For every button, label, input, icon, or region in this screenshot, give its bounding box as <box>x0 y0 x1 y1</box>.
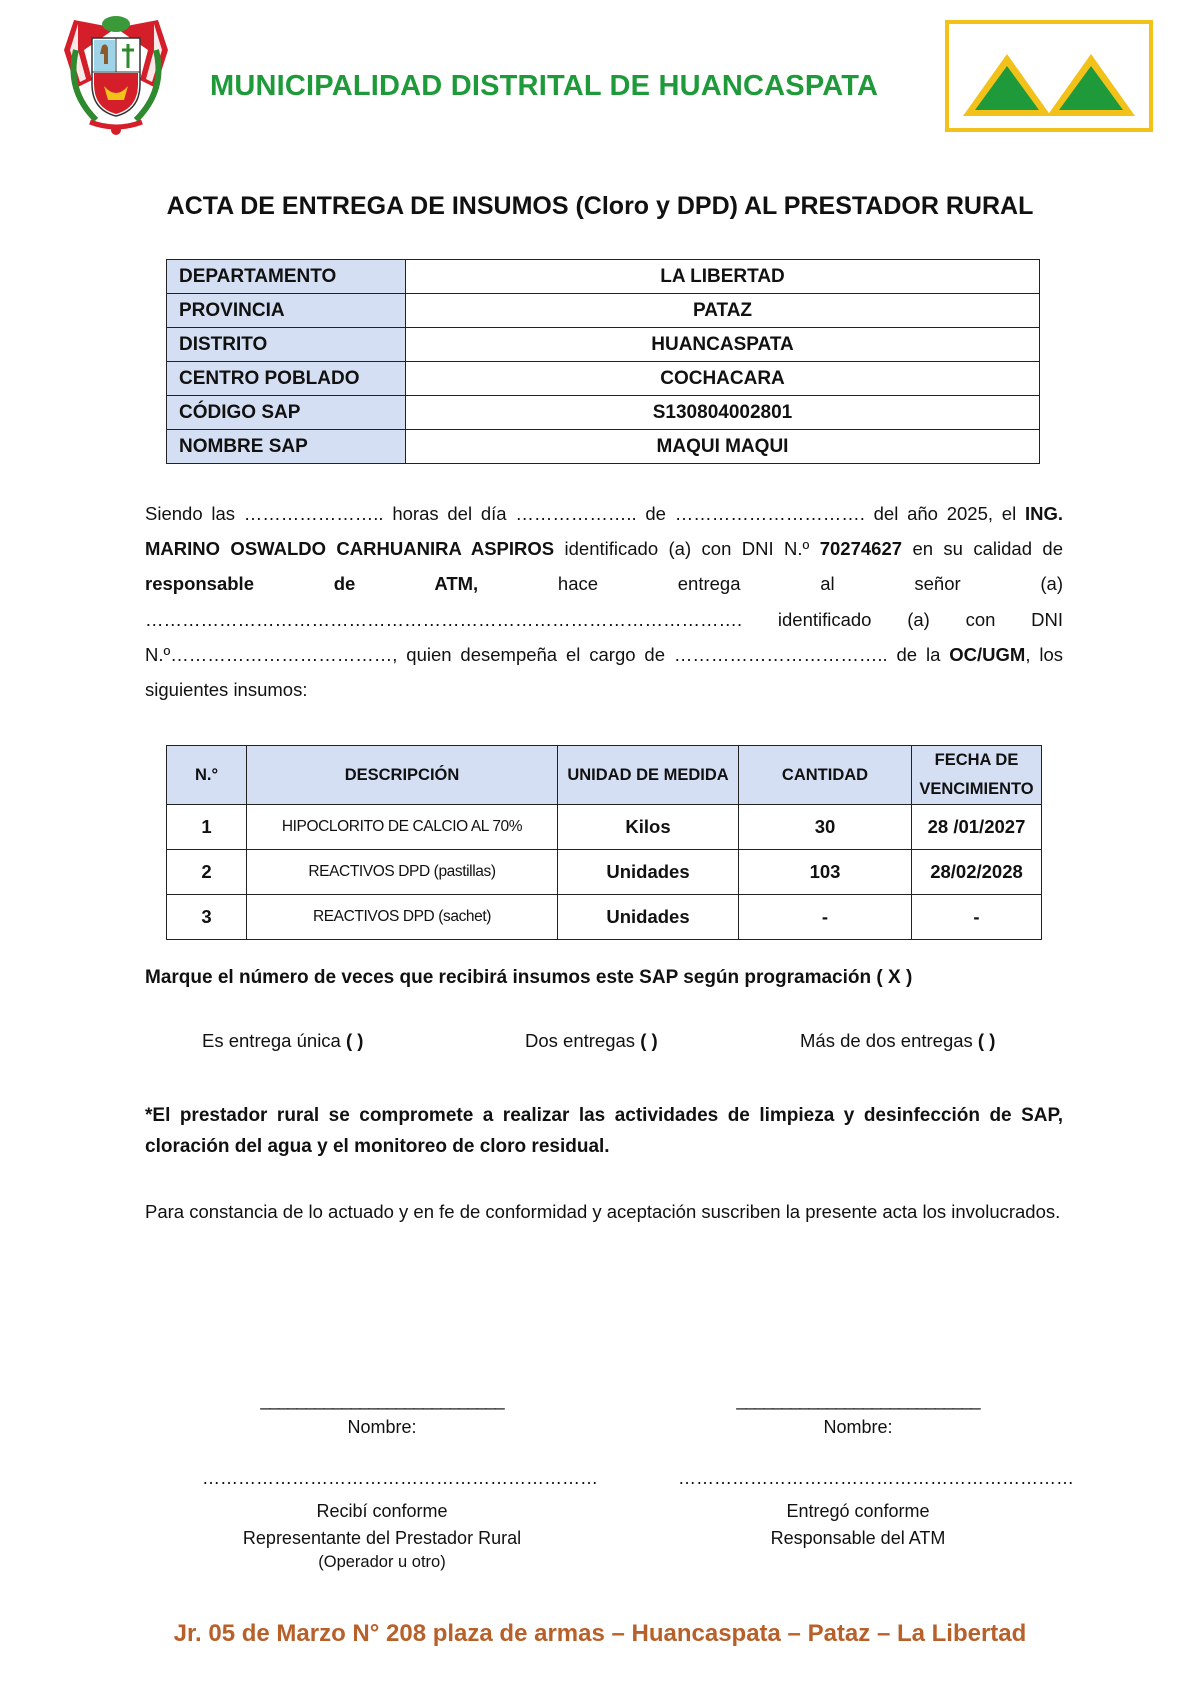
option-label: Más de dos entregas <box>800 1030 973 1051</box>
column-header: DESCRIPCIÓN <box>247 746 558 805</box>
paragraph-text: , los siguientes insumos: <box>145 643 1063 701</box>
cell-number: 1 <box>167 805 247 850</box>
option-more-deliveries[interactable] <box>800 1030 995 1052</box>
name-dots: ………………………………………………………… <box>202 1468 598 1488</box>
row-label: DISTRITO <box>167 328 406 362</box>
column-header: N.° <box>167 746 247 805</box>
signature-line: ___________________________ <box>260 1390 504 1410</box>
table-row <box>167 328 1040 362</box>
paragraph-text: identificado (a) con DNI N.º <box>554 538 820 560</box>
row-value: PATAZ <box>406 294 1040 328</box>
green-mountains-logo-icon <box>945 20 1153 132</box>
option-checkbox[interactable]: ( ) <box>977 1030 996 1051</box>
dni-number: 70274627 <box>819 538 903 560</box>
cell-unit: Kilos <box>558 805 739 850</box>
column-header: FECHA DE VENCIMIENTO <box>912 746 1042 805</box>
cell-quantity: 30 <box>739 805 912 850</box>
role-text: responsable de ATM, <box>145 573 479 595</box>
role-subtitle: Representante del Prestador Rural <box>242 1528 522 1548</box>
supplies-table <box>166 745 1042 940</box>
table-row <box>167 294 1040 328</box>
column-header: CANTIDAD <box>739 746 912 805</box>
column-header: UNIDAD DE MEDIDA <box>558 746 739 805</box>
option-label: Es entrega única <box>202 1030 341 1051</box>
paragraph-text: Siendo las ………………….. horas del día ……………….. de …………………………. del año 2025, el <box>145 503 1025 524</box>
cell-number: 2 <box>167 850 247 895</box>
engineer-name: ING. MARINO OSWALDO CARHUANIRA ASPIROS <box>145 503 1063 560</box>
delivery-paragraph <box>145 496 1063 707</box>
constancia-text: Para constancia de lo actuado y en fe de conformidad y aceptación suscriben la presente acta los involucrados. <box>145 1201 1061 1222</box>
commitment-note: *El prestador rural se compromete a realizar las actividades de limpieza y desinfección de SAP, cloración del agua y el monitoreo de cloro residual. <box>145 1105 1063 1157</box>
table-row <box>167 396 1040 430</box>
table-row <box>167 805 1042 850</box>
row-label: PROVINCIA <box>167 294 406 328</box>
paragraph-text: en su calidad de <box>902 538 1063 560</box>
table-row <box>167 895 1042 940</box>
table-header-row <box>167 746 1042 805</box>
cell-number: 3 <box>167 895 247 940</box>
cell-description: HIPOCLORITO DE CALCIO AL 70% <box>247 805 558 850</box>
cell-quantity: - <box>739 895 912 940</box>
cell-description: REACTIVOS DPD (sachet) <box>247 895 558 940</box>
table-row <box>167 430 1040 464</box>
row-value: LA LIBERTAD <box>406 260 1040 294</box>
table-row <box>167 260 1040 294</box>
footer-address: Jr. 05 de Marzo N° 208 plaza de armas – Huancaspata – Pataz – La Libertad <box>173 1620 1027 1647</box>
option-checkbox[interactable]: ( ) <box>345 1030 364 1051</box>
option-checkbox[interactable]: ( ) <box>640 1030 658 1051</box>
row-value: COCHACARA <box>406 362 1040 396</box>
row-label: CÓDIGO SAP <box>167 396 406 430</box>
option-single-delivery[interactable] <box>202 1030 363 1052</box>
document-title: ACTA DE ENTREGA DE INSUMOS (Cloro y DPD) AL PRESTADOR RURAL <box>166 192 1034 220</box>
paragraph-text: hace entrega al señor (a) ……………………………………………………………………………………. identificado (a) con DNI N.º………………………………, quien desempeña el cargo de …………………………….. de la <box>145 573 1063 665</box>
signature-block-receiver <box>202 1390 598 1572</box>
role-subtitle: Responsable del ATM <box>770 1528 946 1548</box>
delivery-frequency-question: Marque el número de veces que recibirá insumos este SAP según programación ( X ) <box>145 967 913 988</box>
location-table <box>166 259 1040 464</box>
option-label: Dos entregas <box>525 1030 636 1051</box>
option-two-deliveries[interactable] <box>525 1030 658 1052</box>
row-value: S130804002801 <box>406 396 1040 430</box>
role-title: Entregó conforme <box>786 1501 930 1521</box>
cell-expiry: - <box>912 895 1042 940</box>
name-label: Nombre: <box>823 1417 893 1437</box>
org-unit: OC/UGM <box>949 643 1026 665</box>
role-title: Recibí conforme <box>316 1501 448 1521</box>
row-label: CENTRO POBLADO <box>167 362 406 396</box>
signature-block-deliverer <box>678 1390 1074 1549</box>
table-row <box>167 362 1040 396</box>
role-note: (Operador u otro) <box>318 1553 446 1571</box>
row-label: DEPARTAMENTO <box>167 260 406 294</box>
row-value: HUANCASPATA <box>406 328 1040 362</box>
cell-expiry: 28 /01/2027 <box>912 805 1042 850</box>
cell-quantity: 103 <box>739 850 912 895</box>
signature-line: ___________________________ <box>736 1390 980 1410</box>
row-label: NOMBRE SAP <box>167 430 406 464</box>
name-label: Nombre: <box>347 1417 417 1437</box>
cell-unit: Unidades <box>558 850 739 895</box>
cell-description: REACTIVOS DPD (pastillas) <box>247 850 558 895</box>
table-row <box>167 850 1042 895</box>
organization-name: MUNICIPALIDAD DISTRITAL DE HUANCASPATA <box>210 70 879 102</box>
row-value: MAQUI MAQUI <box>406 430 1040 464</box>
peru-coat-of-arms-icon <box>56 10 176 138</box>
name-dots: ………………………………………………………… <box>678 1468 1074 1488</box>
cell-expiry: 28/02/2028 <box>912 850 1042 895</box>
cell-unit: Unidades <box>558 895 739 940</box>
